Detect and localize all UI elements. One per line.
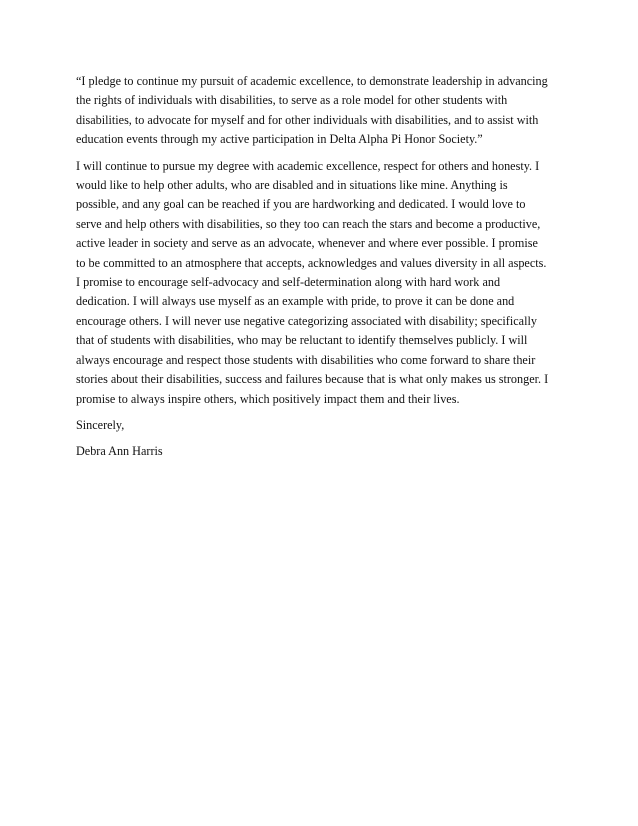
body-paragraph	[76, 157, 566, 409]
signature-paragraph	[76, 442, 566, 461]
body-line: dedication. I will always use myself as an example with pride, to prove it can be done and	[76, 294, 515, 309]
pledge-line: “I pledge to continue my pursuit of academic excellence, to demonstrate leadership in advancing	[76, 74, 548, 88]
body-line: I will continue to pursue my degree with academic excellence, respect for others and honesty. I	[76, 158, 540, 173]
body-line: active leader in society and serve as an advocate, whenever and where ever possible. I promise	[76, 236, 538, 251]
body-line: to be committed to an atmosphere that accepts, acknowledges and values diversity in all aspects.	[76, 255, 547, 270]
body-line: would like to help other adults, who are disabled and in situations like mine. Anything is	[76, 178, 508, 193]
closing-text: Sincerely,	[76, 417, 125, 432]
letter-page	[76, 72, 566, 469]
body-line: that of students with disabilities, who may be reluctant to identify themselves publicly. I will	[76, 333, 528, 348]
pledge-line: the rights of individuals with disabilities, to serve as a role model for other students with	[76, 93, 508, 108]
closing-paragraph	[76, 416, 566, 435]
body-line: encourage others. I will never use negative categorizing associated with disability; specifically	[76, 313, 537, 328]
pledge-line: disabilities, to advocate for myself and for other individuals with disabilities, and to assist with	[76, 112, 539, 127]
body-line: I promise to encourage self-advocacy and self-determination along with hard work and	[76, 275, 501, 290]
body-line: possible, and any goal can be reached if you are hardworking and dedicated. I would love to	[76, 197, 526, 212]
signature-name: Debra Ann Harris	[76, 444, 163, 459]
body-line: stories about their disabilities, success and failures because that is what only makes us stronger. I	[76, 372, 549, 387]
body-line: serve and help others with disabilities, so they too can reach the stars and become a productive,	[76, 216, 541, 231]
body-line: promise to always inspire others, which positively impact them and their lives.	[76, 391, 460, 406]
pledge-line: education events through my active participation in Delta Alpha Pi Honor Society.”	[76, 132, 483, 147]
body-line: always encourage and respect those students with disabilities who come forward to share their	[76, 352, 536, 367]
pledge-paragraph	[76, 72, 566, 150]
